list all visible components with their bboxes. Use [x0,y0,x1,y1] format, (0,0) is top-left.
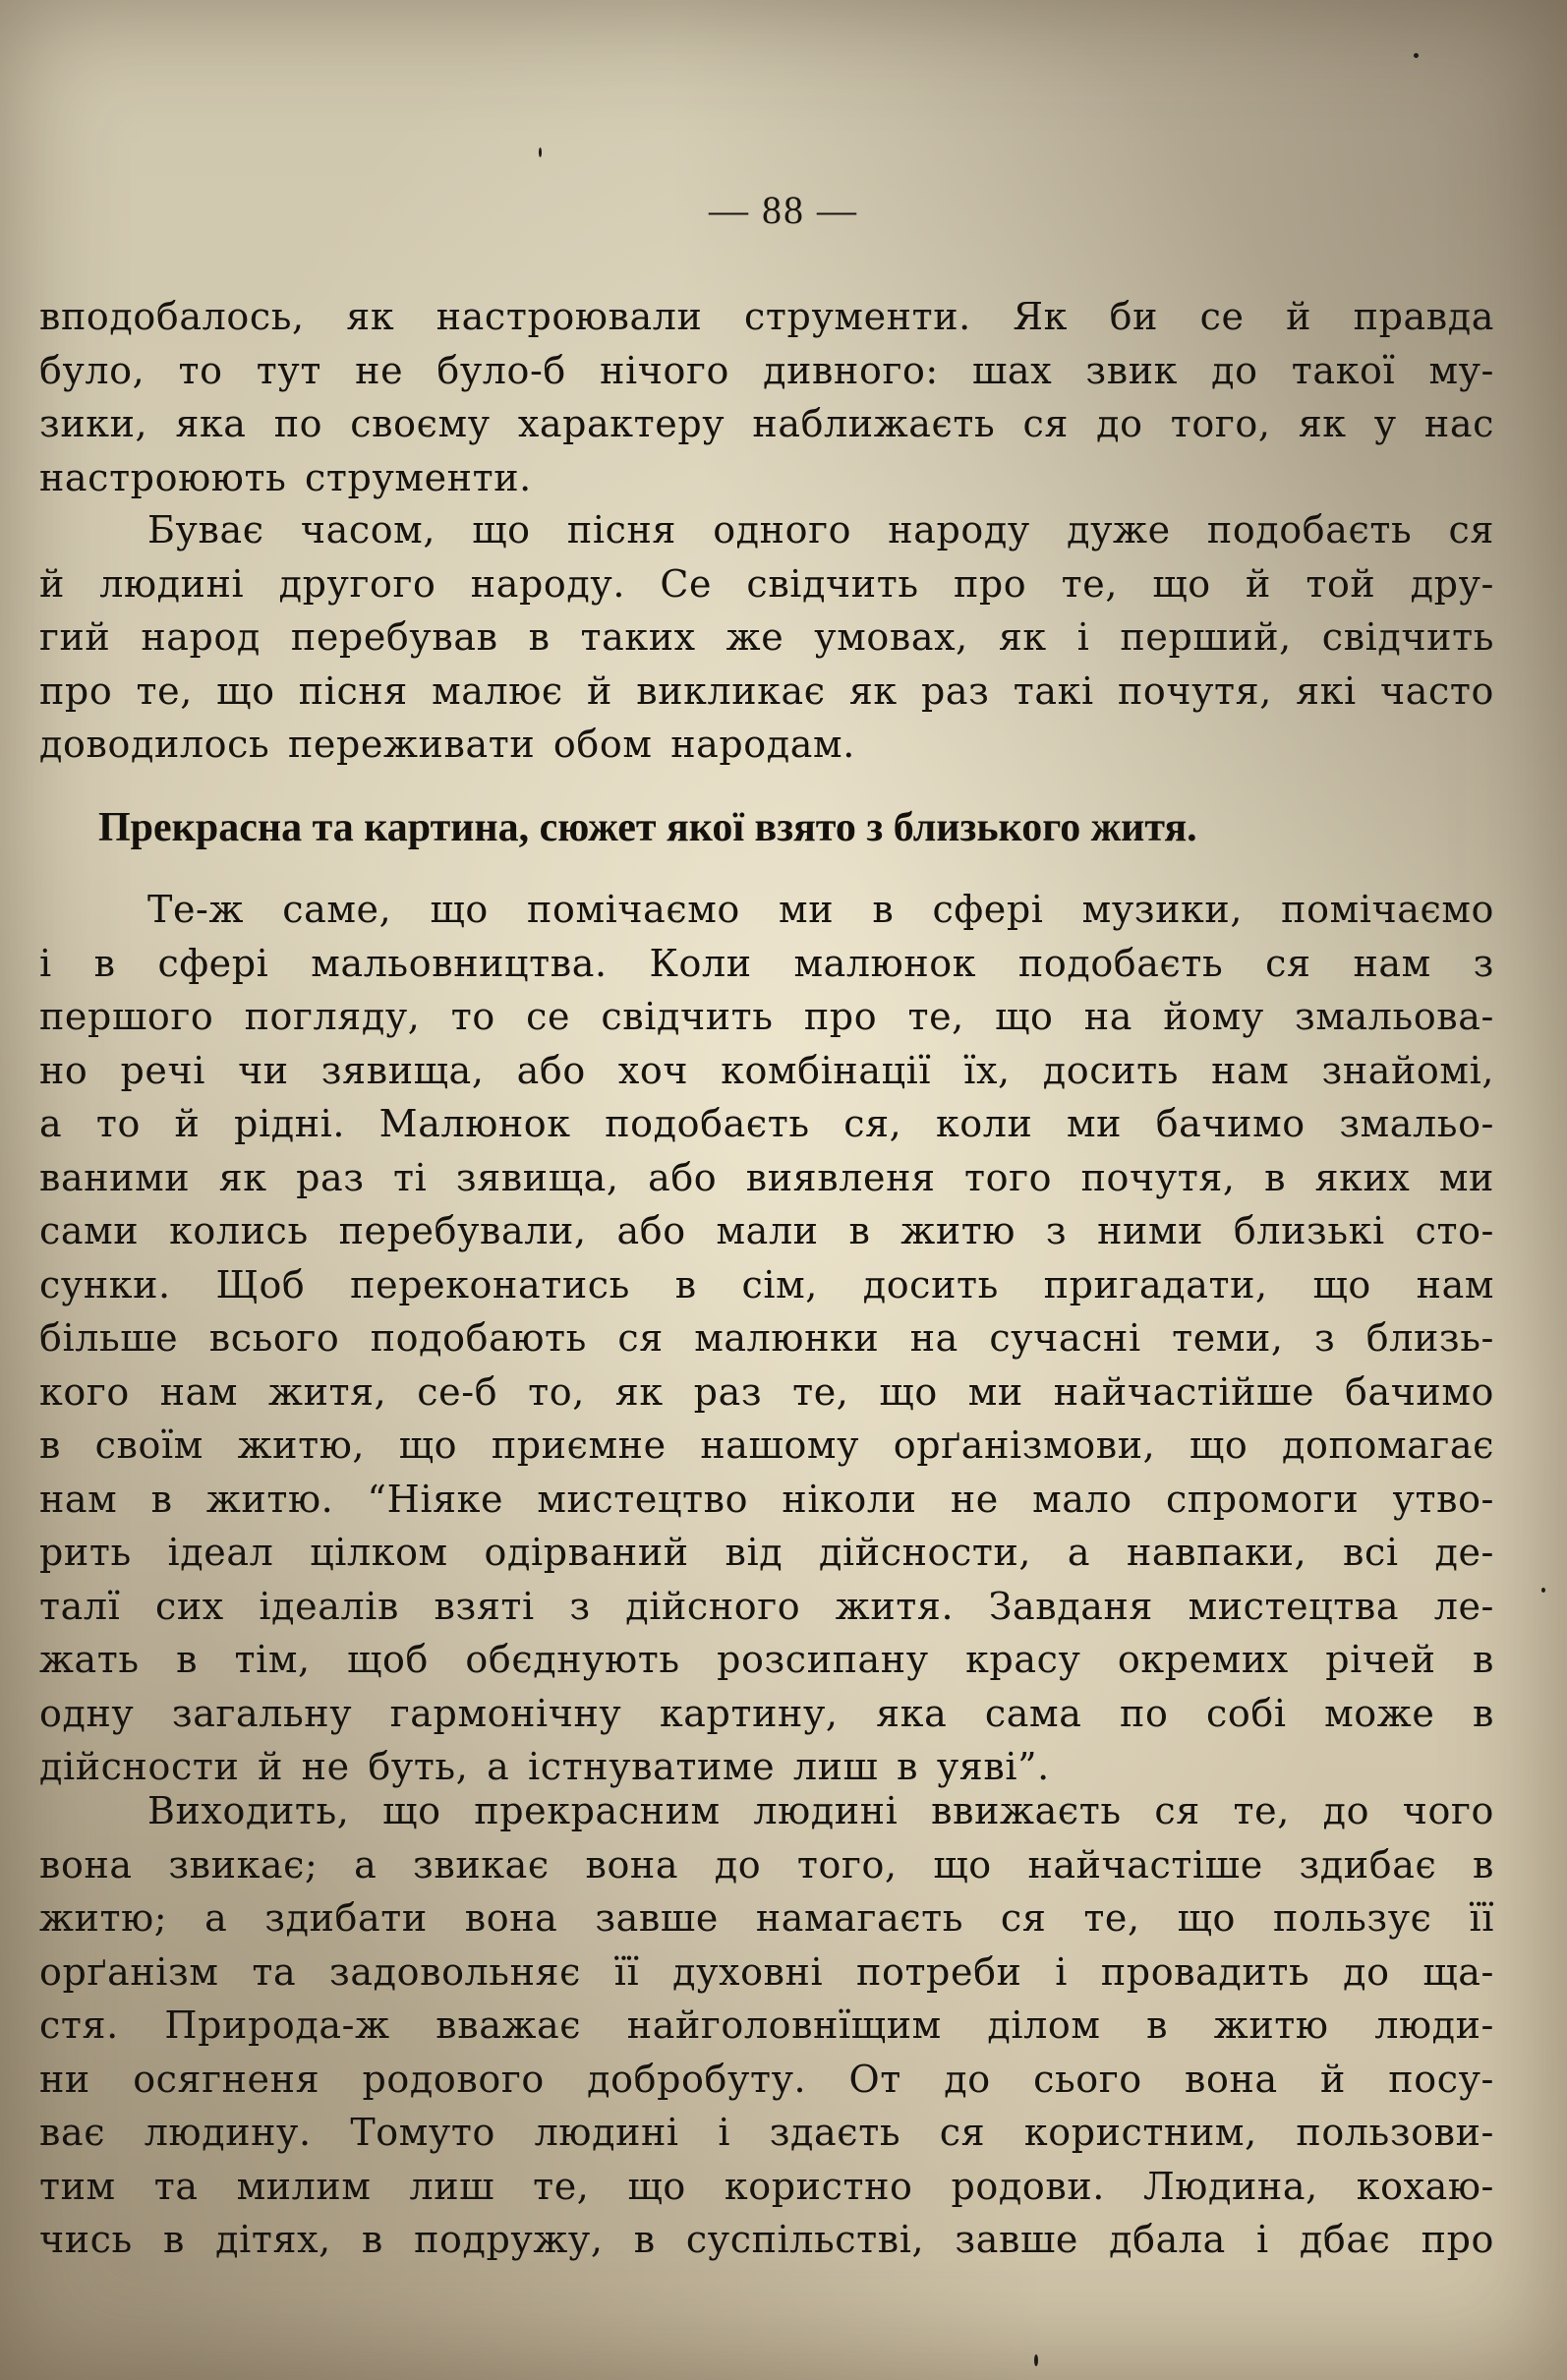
text-line: ни осягненя родового добробуту. От до сього вона й посу- [39,2057,1494,2101]
text-line: сунки. Щоб переконатись в сім, досить пригадати, що нам [39,1262,1494,1306]
text-line: було, то тут не було-б нічого дивного: шах звик до такої му- [39,348,1494,392]
text-line: нам в житю. “Ніяке мистецтво ніколи не мало спромоги утво- [39,1477,1494,1521]
text-line: Виходить, що прекрасним людині ввижаєть ся те, до чого [147,1789,1494,1832]
paper-speck [1541,1588,1545,1593]
paragraph-1 [39,290,1494,504]
text-line: доводилось переживати обом народам. [39,723,855,766]
text-line: талї сих ідеалів взяті з дійсного житя. Завданя мистецтва ле- [39,1584,1494,1628]
text-line: і в сфері мальовництва. Коли малюнок подобаєть ся нам з [39,941,1494,985]
text-line: ває людину. Томуто людині і здаєть ся користним, пользови- [39,2111,1494,2154]
text-line: ваними як раз ті зявища, або виявленя того почутя, в яких ми [39,1155,1494,1199]
text-line: житю; а здибати вона завше намагаєть ся те, що пользує її [39,1896,1494,1940]
text-line: одну загальну гармонічну картину, яка сама по собі може в [39,1691,1494,1735]
text-line: Буває часом, що пісня одного народу дуже подобаєть ся [147,508,1494,551]
text-line: зики, яка по своєму характеру наближаєть ся до того, як у нас [39,402,1494,445]
text-line: гий народ перебував в таких же умовах, як і перший, свідчить [39,615,1494,659]
text-line: більше всього подобають ся малюнки на сучасні теми, з близь- [39,1316,1494,1360]
text-line: настроюють струменти. [39,455,532,499]
text-line: но речі чи зявища, або хоч комбінації їх, досить нам знайомі, [39,1048,1494,1092]
paper-speck [1034,2354,1038,2366]
paragraph-3 [39,883,1494,1794]
text-line: й людині другого народу. Се свідчить про те, що й той дру- [39,561,1494,606]
text-line: вподобалось, як настроювали струменти. Як би се й правда [39,295,1494,338]
text-line: вона звикає; а звикає вона до того, що найчастіше здибає в [39,1842,1494,1887]
section-heading: Прекрасна та картина, сюжет якої взято з близького житя. [98,805,1197,850]
paragraph-2 [39,503,1494,772]
paper-speck [539,147,542,157]
text-line: Те-ж саме, що помічаємо ми в сфері музики, помічаємо [147,888,1494,931]
text-line: а то й рідні. Малюнок подобаєть ся, коли ми бачимо змальо- [39,1102,1494,1145]
text-line: тим та милим лиш те, що користно родови. Людина, кохаю- [39,2164,1494,2208]
text-line: кого нам житя, се-б то, як раз те, що ми найчастійше бачимо [39,1369,1494,1414]
text-line: сами колись перебували, або мали в житю з ними близькі сто- [39,1209,1494,1252]
paper-speck [1414,53,1419,58]
text-line: чись в дітях, в подружу, в суспільстві, завше дбала і дбає про [39,2218,1494,2261]
text-line: першого погляду, то се свідчить про те, що на йому змальова- [39,995,1494,1038]
text-line: стя. Природа-ж вважає найголовнїщим ділом в житю люди- [39,2003,1494,2047]
paragraph-4 [39,1784,1494,2267]
text-line: дійсности й не буть, а істнуватиме лиш в уяві”. [39,1745,1050,1788]
text-line: орґанізм та задовольняє її духовні потреби і провадить до ща- [39,1949,1494,1994]
text-line: рить ідеал цілком одірваний від дійсности, а навпаки, всі де- [39,1531,1494,1574]
page-number: — 88 — [709,188,858,232]
text-line: жать в тім, щоб обєднують розсипану красу окремих річей в [39,1638,1494,1681]
text-line: в своїм житю, що приємне нашому орґанізмови, що допомагає [39,1423,1494,1467]
text-line: про те, що пісня малює й викликає як раз такі почутя, які часто [39,668,1494,713]
